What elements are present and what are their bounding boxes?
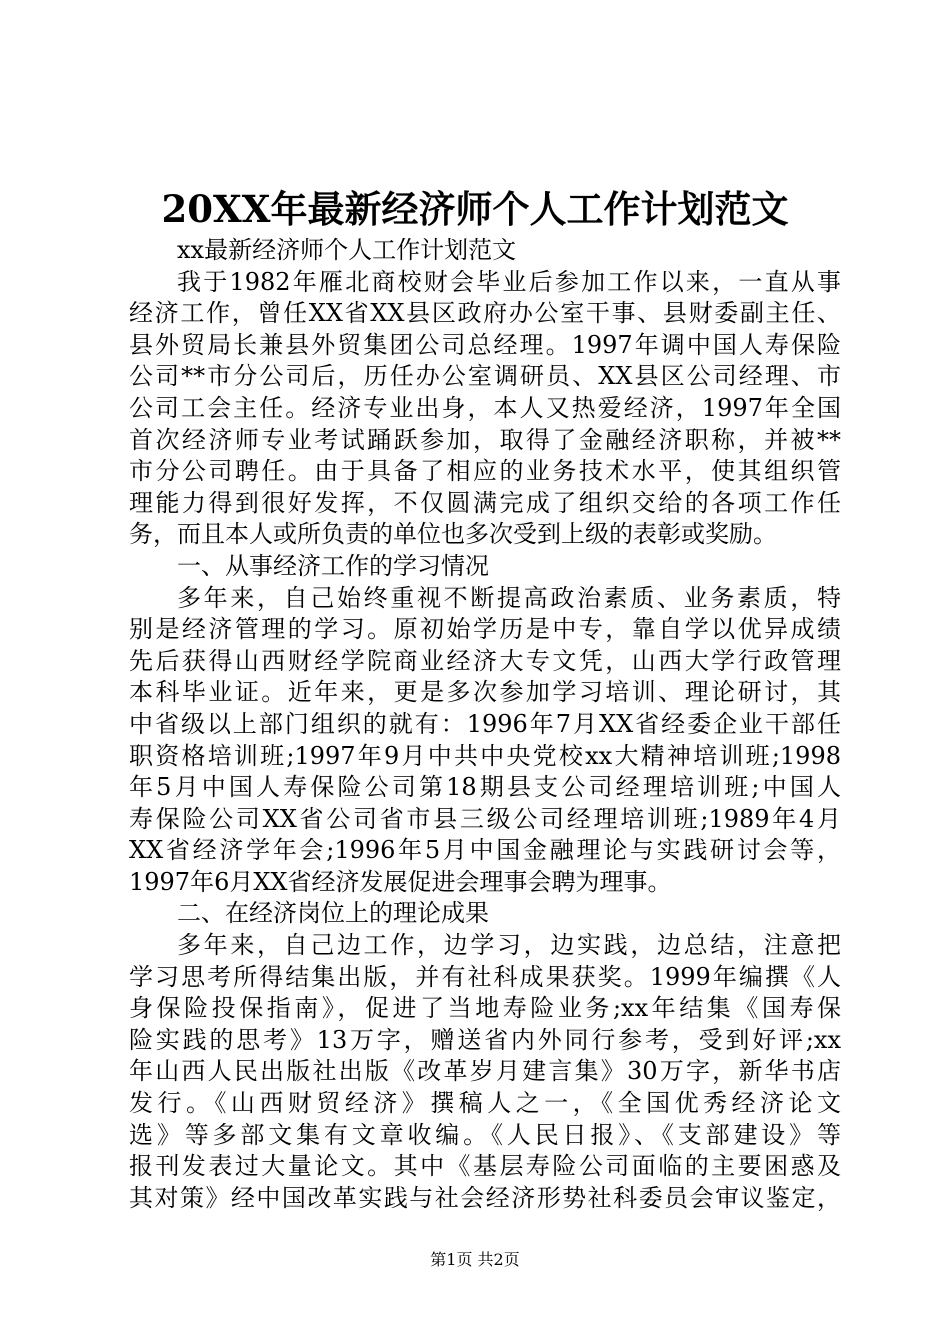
body-line: 选》等多部文集有文章收编。《人民日报》、《支部建设》等 <box>129 1120 841 1149</box>
body-line: 先后获得山西财经学院商业经济大专文凭，山西大学行政管理 <box>129 646 841 675</box>
body-line: 多年来，自己始终重视不断提高政治素质、业务素质，特 <box>177 583 841 612</box>
body-line: 报刊发表过大量论文。其中《基层寿险公司面临的主要困惑及 <box>129 1152 841 1181</box>
body-line: 多年来，自己边工作，边学习，边实践，边总结，注意把 <box>177 931 841 960</box>
body-line: 公司工会主任。经济专业出身，本人又热爱经济，1997年全国 <box>129 393 841 422</box>
body-line: 年山西人民出版社出版《改革岁月建言集》30万字，新华书店 <box>129 1057 841 1086</box>
body-line: 二、在经济岗位上的理论成果 <box>177 899 489 928</box>
body-line: 务，而且本人或所负责的单位也多次受到上级的表彰或奖励。 <box>129 520 777 549</box>
body-line: 县外贸局长兼县外贸集团公司总经理。1997年调中国人寿保险 <box>129 330 841 359</box>
body-line: 我于1982年雁北商校财会毕业后参加工作以来，一直从事 <box>177 267 841 296</box>
body-line: 公司**市分公司后，历任办公室调研员、XX县区公司经理、市 <box>129 362 841 391</box>
body-line: 身保险投保指南》，促进了当地寿险业务;xx年结集《国寿保 <box>129 994 841 1023</box>
body-line: 中省级以上部门组织的就有：1996年7月XX省经委企业干部任 <box>129 709 841 738</box>
body-line: 其对策》经中国改革实践与社会经济形势社科委员会审议鉴定， <box>129 1183 841 1212</box>
body-line: XX省经济学年会;1996年5月中国金融理论与实践研讨会等， <box>129 836 841 865</box>
page-footer: 第1页 共2页 <box>430 1250 520 1269</box>
body-line: 职资格培训班;1997年9月中共中央党校xx大精神培训班;1998 <box>129 741 841 770</box>
body-line: 理能力得到很好发挥，不仅圆满完成了组织交给的各项工作任 <box>129 488 841 517</box>
body-line: 学习思考所得结集出版，并有社科成果获奖。1999年编撰《人 <box>129 962 841 991</box>
document-title: 20XX年最新经济师个人工作计划范文 <box>161 187 789 231</box>
body-line: 别是经济管理的学习。原初始学历是中专，靠自学以优异成绩 <box>129 615 841 644</box>
document-body <box>129 235 841 1214</box>
body-line: xx最新经济师个人工作计划范文 <box>177 236 517 264</box>
body-line: 首次经济师专业考试踊跃参加，取得了金融经济职称，并被** <box>129 425 841 454</box>
body-line: 经济工作，曾任XX省XX县区政府办公室干事、县财委副主任、 <box>129 299 841 328</box>
body-line: 险实践的思考》13万字，赠送省内外同行参考，受到好评;xx <box>129 1025 841 1054</box>
body-line: 本科毕业证。近年来，更是多次参加学习培训、理论研讨，其 <box>129 678 841 707</box>
body-line: 一、从事经济工作的学习情况 <box>177 551 489 580</box>
body-line: 发行。《山西财贸经济》撰稿人之一，《全国优秀经济论文 <box>129 1089 841 1118</box>
body-line: 寿保险公司XX省公司省市县三级公司经理培训班;1989年4月 <box>129 804 841 833</box>
body-line: 1997年6月XX省经济发展促进会理事会聘为理事。 <box>129 867 672 896</box>
body-line: 市分公司聘任。由于具备了相应的业务技术水平，使其组织管 <box>129 457 841 486</box>
body-line: 年5月中国人寿保险公司第18期县支公司经理培训班;中国人 <box>129 773 841 802</box>
